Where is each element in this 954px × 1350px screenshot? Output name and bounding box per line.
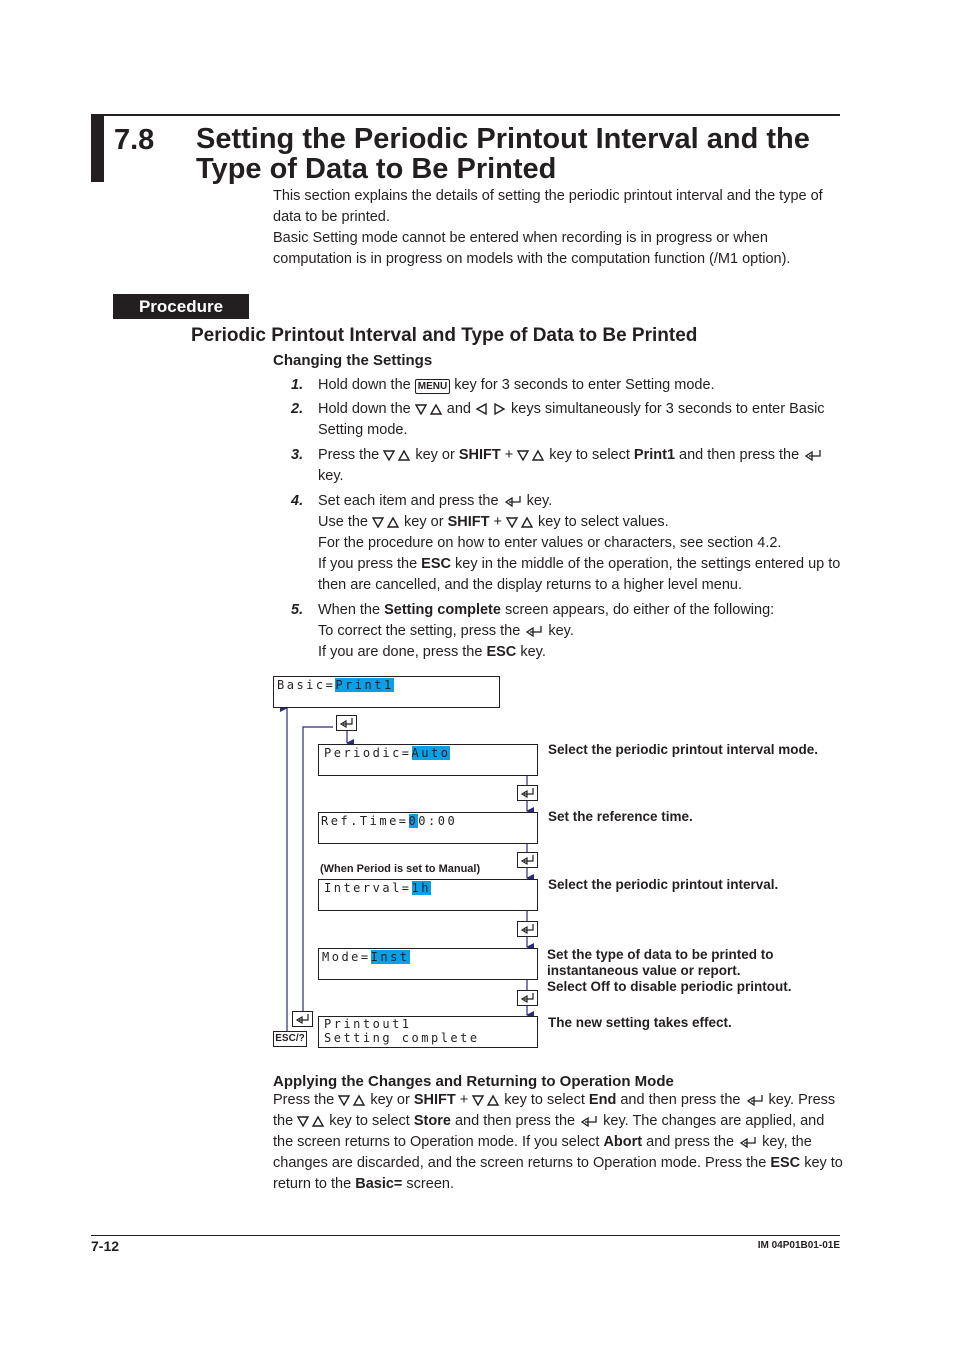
note-reftime: Set the reference time. (548, 809, 693, 824)
down-up-arrow-keys-icon (338, 1094, 366, 1106)
enter-key-icon (579, 1115, 599, 1127)
enter-key-icon (517, 990, 538, 1006)
step-2: Hold down the and keys simultaneously for 3 seconds to enter Basic Setting mode. (318, 401, 825, 438)
lcd-complete-screen: Printout1 Setting complete (318, 1016, 538, 1048)
note-periodic: Select the periodic printout interval mode. (548, 742, 819, 757)
enter-key-icon (738, 1136, 758, 1148)
lcd-periodic-screen: Periodic=Auto (318, 744, 538, 776)
lcd-mode-screen: Mode=Inst (318, 948, 538, 980)
condition-note: (When Period is set to Manual) (320, 863, 481, 875)
enter-key-icon (517, 852, 538, 868)
step-4: Set each item and press the key. Use the key or SHIFT + key to select values. For the procedure on how to enter values or characters, see section 4.2. If you press the ESC key in the middle of the operation, the settings entered up to then are cancelled, and the display returns to a higher level menu. (318, 493, 841, 593)
intro-text: This section explains the details of setting the periodic printout interval and the type of data to be printed. Basic Setting mode cannot be entered when recording is in progress or when computation is in progress on models with the computation function (/M1 option). (273, 188, 823, 267)
enter-key-icon (517, 785, 538, 801)
page-title: Setting the Periodic Printout Interval and the Type of Data to Be Printed (196, 123, 810, 185)
enter-key-icon (336, 715, 357, 731)
enter-key-icon (292, 1011, 313, 1027)
changing-heading: Changing the Settings (273, 352, 433, 369)
down-up-arrow-keys-icon (472, 1094, 500, 1106)
note-interval: Select the periodic printout interval. (548, 877, 779, 892)
page-number: 7-12 (91, 1238, 120, 1254)
lcd-interval-screen: Interval=1h (318, 879, 538, 911)
subheading: Periodic Printout Interval and Type of Data to Be Printed (191, 325, 698, 346)
lcd-basic-screen: Basic=Print1 (273, 676, 500, 708)
step-3: Press the key or SHIFT + key to select Print1 and then press the key. (318, 445, 843, 487)
applying-text: Press the key or SHIFT + key to select End and then press the key. Press the key to select Store and then press the key. The changes are applied, and the screen returns to Operation mode. If you select Abort and press the key, the changes are discarded, and the screen returns to Operation mode. Press the ESC key to return to the Basic= screen. (273, 1092, 843, 1192)
enter-key-icon (517, 921, 538, 937)
applying-heading: Applying the Changes and Returning to Operation Mode (273, 1073, 674, 1090)
note-complete: The new setting takes effect. (548, 1015, 732, 1030)
menu-key-icon: MENU (415, 379, 450, 394)
step-number: 2. (291, 401, 304, 417)
procedure-label: Procedure (113, 294, 249, 319)
enter-key-icon (745, 1094, 765, 1106)
esc-key-icon: ESC/? (273, 1031, 307, 1047)
step-number: 5. (291, 602, 304, 618)
step-5: When the Setting complete screen appears, do either of the following: To correct the setting, press the key. If you are done, press the ESC key. (318, 602, 775, 660)
lcd-reftime-screen: Ref.Time=00:00 (318, 812, 538, 844)
step-1: Hold down the MENU key for 3 seconds to enter Setting mode. (318, 377, 715, 393)
down-up-arrow-keys-icon (297, 1115, 325, 1127)
doc-number: IM 04P01B01-01E (757, 1240, 840, 1251)
step-number: 4. (291, 493, 304, 509)
footer-rule (91, 1235, 840, 1236)
note-mode: Set the type of data to be printed to instantaneous value or report. Select Off to disable periodic printout. (547, 947, 792, 994)
step-number: 3. (291, 447, 304, 463)
section-number: 7.8 (114, 124, 155, 156)
step-number: 1. (291, 377, 304, 393)
